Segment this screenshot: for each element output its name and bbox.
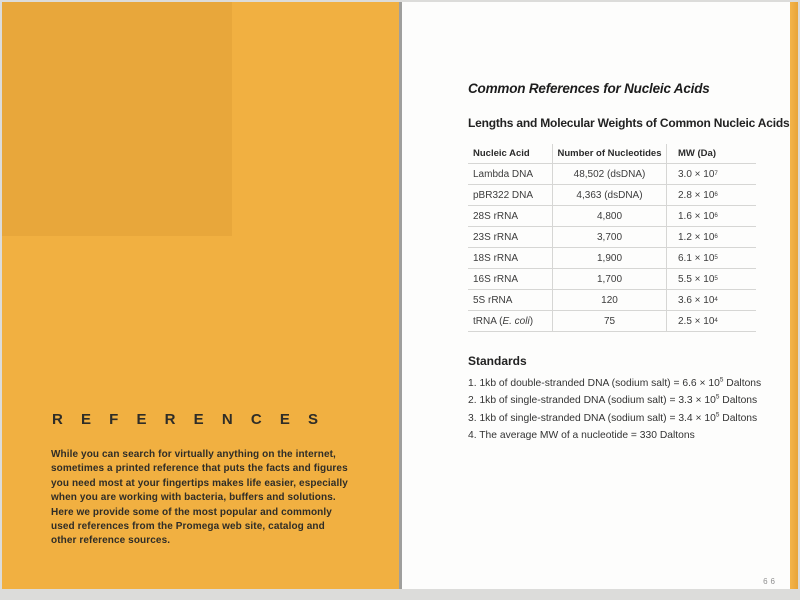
page-number: 66 <box>763 577 778 586</box>
standards-heading: Standards <box>468 354 527 368</box>
standards-item: 3. 1kb of single-stranded DNA (sodium salt) = $3.4 \times 10^5$ Daltons <box>468 411 758 424</box>
column-header: MW (Da) <box>678 148 716 159</box>
cell-mw: 2.5 × 10 4 <box>678 315 718 327</box>
standards-item: 1. 1kb of double-stranded DNA (sodium salt) = $6.6 \times 10^5$ Daltons <box>468 376 762 389</box>
intro-line: sometimes a printed reference that puts the facts and figures <box>51 463 348 475</box>
cell-nucleotides: 4,800 <box>553 206 667 226</box>
intro-line: when you are working with bacteria, buffers and solutions. <box>51 492 336 504</box>
column-header: Nucleic Acid <box>468 144 553 163</box>
cell-nucleotides: 75 <box>553 311 667 331</box>
right-page <box>402 2 790 589</box>
chapter-title: R E F E R E N C E S <box>52 411 326 428</box>
cell-mw: 6.1 × 10 5 <box>678 252 718 264</box>
intro-line: other reference sources. <box>51 535 171 547</box>
table-row <box>468 290 756 311</box>
standards-section <box>468 354 761 445</box>
table-row <box>468 248 756 269</box>
book-pages <box>2 2 798 589</box>
table-header-row <box>468 144 756 164</box>
cell-mw: 3.6 × 10 4 <box>678 294 718 306</box>
cell-nucleic-acid: tRNA ( E. coli ) <box>468 311 553 331</box>
cell-nucleic-acid: 18S rRNA <box>468 248 553 268</box>
left-page <box>2 2 399 589</box>
column-header: Number of Nucleotides <box>553 144 667 163</box>
cell-nucleotides: 120 <box>553 290 667 310</box>
chapter-intro <box>51 448 348 549</box>
cell-nucleotides: 4,363 (dsDNA) <box>553 185 667 205</box>
cell-nucleotides: 3,700 <box>553 227 667 247</box>
next-page-edge <box>790 2 798 589</box>
cell-nucleotides: 48,502 (dsDNA) <box>553 164 667 184</box>
intro-line: While you can search for virtually anything on the internet, <box>51 449 336 460</box>
section-heading: Common References for Nucleic Acids <box>468 81 710 96</box>
cell-nucleotides: 1,700 <box>553 269 667 289</box>
cell-nucleic-acid: Lambda DNA <box>468 164 553 184</box>
nucleic-acids-table <box>468 144 756 332</box>
table-row <box>468 206 756 227</box>
cell-nucleic-acid: 5S rRNA <box>468 290 553 310</box>
cell-nucleic-acid: pBR322 DNA <box>468 185 553 205</box>
standards-item: 4. The average MW of a nucleotide = 330 Daltons <box>468 430 695 442</box>
table-row <box>468 269 756 290</box>
table-row <box>468 185 756 206</box>
intro-line: Here we provide some of the most popular and commonly <box>51 506 332 518</box>
table-row <box>468 164 756 185</box>
cell-nucleic-acid: 16S rRNA <box>468 269 553 289</box>
cell-nucleotides: 1,900 <box>553 248 667 268</box>
cell-mw: 1.6 × 10 6 <box>678 210 718 222</box>
cell-mw: 2.8 × 10 6 <box>678 189 718 201</box>
standards-item: 2. 1kb of single-stranded DNA (sodium salt) = $3.3 \times 10^5$ Daltons <box>468 393 758 407</box>
table-row <box>468 311 756 332</box>
cell-nucleic-acid: 28S rRNA <box>468 206 553 226</box>
cell-mw: 5.5 × 10 5 <box>678 273 718 285</box>
cover-accent-square <box>2 2 232 236</box>
cell-mw: 3.0 × 10 7 <box>678 168 718 180</box>
cell-mw: 1.2 × 10 6 <box>678 231 718 243</box>
cell-nucleic-acid: 23S rRNA <box>468 227 553 247</box>
table-row <box>468 227 756 248</box>
table-title: Lengths and Molecular Weights of Common Nucleic Acids <box>468 116 790 130</box>
intro-line: you need most at your fingertips makes life easier, especially <box>51 477 348 489</box>
intro-line: used references from the Promega web site, catalog and <box>51 521 325 533</box>
